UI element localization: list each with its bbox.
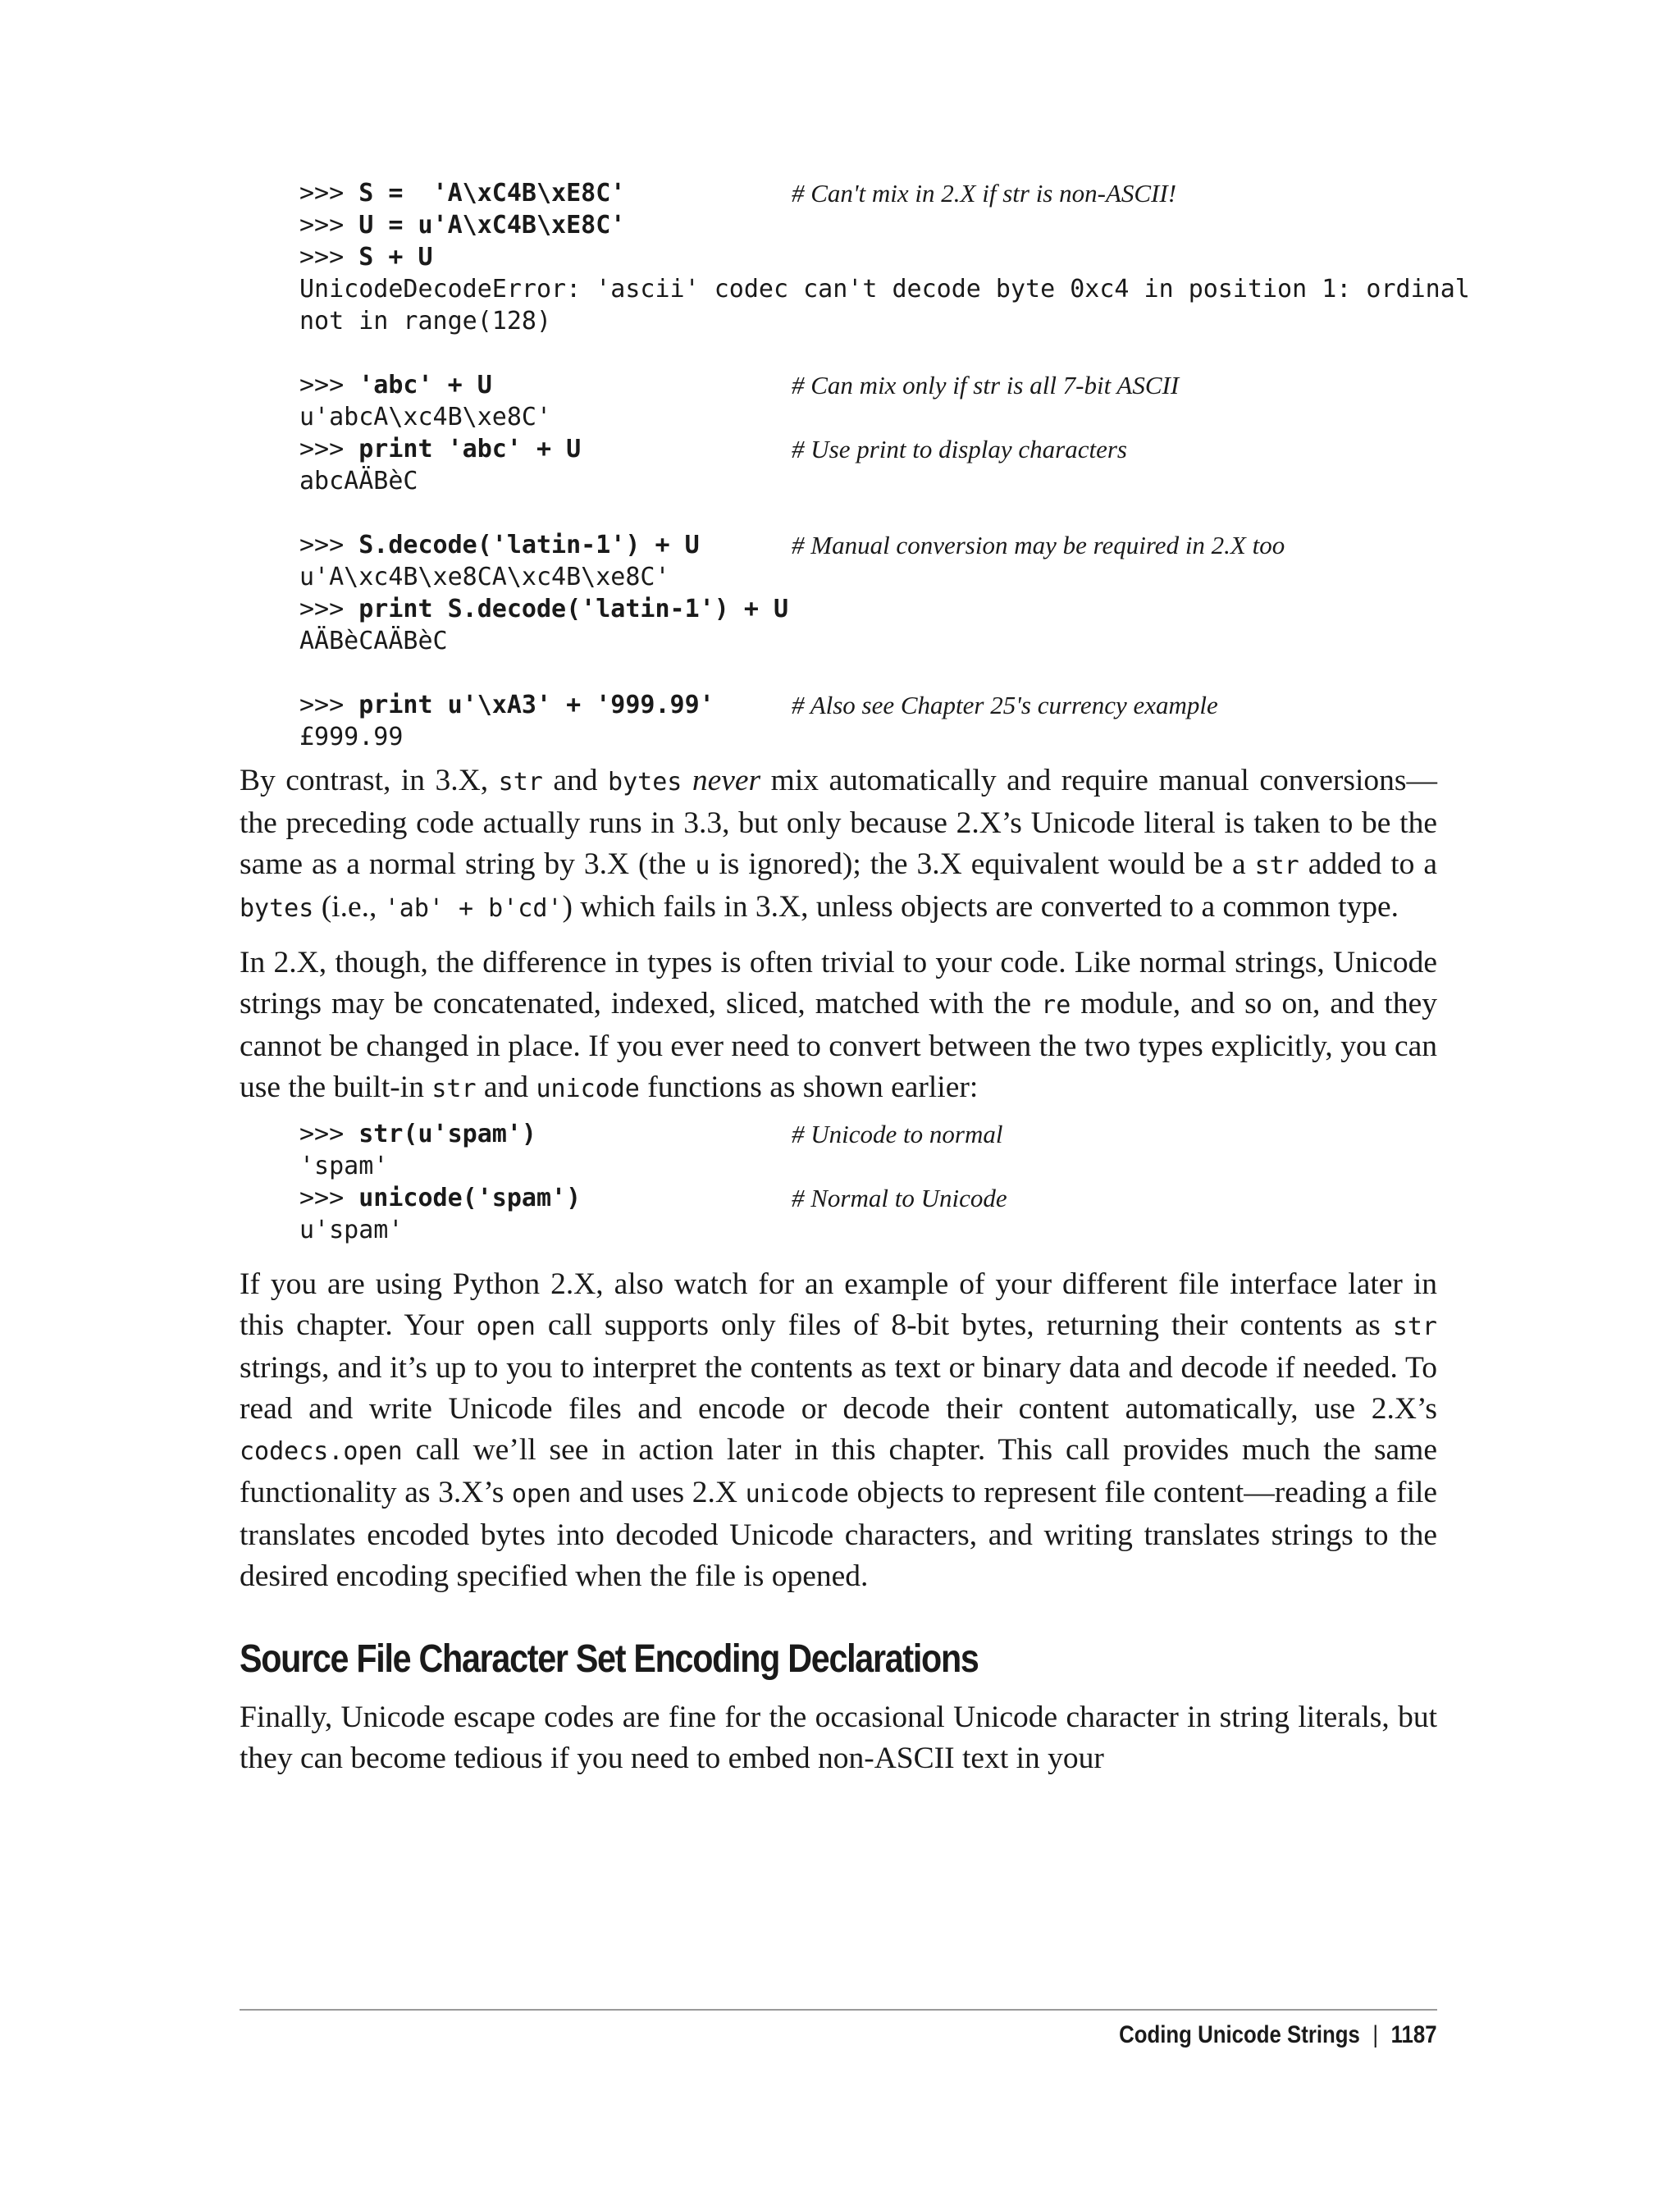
code-line [299, 625, 1437, 657]
code-command: unicode('spam') [358, 1184, 582, 1212]
code-prompt: >>> [299, 595, 359, 623]
text-run: call supports only files of 8-bit bytes, returning their contents as [535, 1308, 1393, 1342]
inline-code: bytes [240, 894, 314, 923]
code-line [299, 721, 1437, 753]
emphasis: never [692, 764, 761, 797]
code-command: print u'\xA3' + '999.99' [358, 691, 714, 719]
code-command: S = 'A\xC4B\xE8C' [358, 179, 626, 208]
text-run: By contrast, in 3.X, [240, 764, 499, 797]
code-output: not in range(128) [299, 307, 552, 336]
inline-code: u [695, 851, 710, 880]
code-output: u'abcA\xc4B\xe8C' [299, 403, 552, 431]
paragraph [240, 760, 1437, 929]
paragraph [240, 1264, 1437, 1597]
code-prompt: >>> [299, 211, 359, 240]
code-output: 'spam' [299, 1152, 389, 1180]
code-line [299, 593, 1437, 625]
section-heading: Source File Character Set Encoding Declarations [240, 1637, 979, 1681]
code-comment: # Unicode to normal [792, 1120, 1003, 1148]
code-command: S.decode('latin-1') + U [358, 531, 700, 559]
page-body [240, 0, 1470, 1779]
code-block [299, 1118, 1437, 1246]
text-run: ) which fails in 3.X, unless objects are converted to a common type. [562, 890, 1399, 924]
code-blank-line [299, 337, 1437, 369]
page-number: 1187 [1391, 2021, 1437, 2048]
text-run: and [542, 764, 609, 797]
code-command: str(u'spam') [358, 1120, 536, 1148]
code-line [299, 1118, 1437, 1150]
inline-code: str [431, 1075, 477, 1103]
text-run: and uses 2.X [571, 1476, 746, 1509]
code-output: u'A\xc4B\xe8CA\xc4B\xe8C' [299, 563, 670, 591]
text-run: and [476, 1071, 536, 1104]
inline-code: bytes [608, 768, 682, 797]
code-line [299, 273, 1470, 305]
code-comment: # Also see Chapter 25's currency example [792, 691, 1218, 719]
inline-code: open [511, 1480, 572, 1509]
text-run: objects to represent file content—reading a file translates encoded bytes into decoded Unicode characters, and writing translates strings to the desired encoding specified when the file is opened. [240, 1476, 1438, 1593]
code-output: u'spam' [299, 1216, 404, 1244]
text-run: mix automatically and require manual conversions—the preceding code actually runs in 3.3, but only because 2.X’s Unicode literal is taken to be the same as a normal string by 3.X (the [240, 764, 1437, 881]
code-line [299, 465, 1437, 497]
text-run: In 2.X, though, the difference in types is often trivial to your code. Like normal strings, Unicode strings may be concatenated, indexed, sliced, matched with the [240, 946, 1437, 1020]
code-line [299, 305, 1437, 337]
code-comment: # Use print to display characters [792, 435, 1127, 463]
code-blank-line [299, 657, 1437, 689]
inline-code: open [476, 1312, 536, 1341]
code-line [299, 177, 1437, 209]
code-command: U = u'A\xC4B\xE8C' [358, 211, 626, 240]
code-prompt: >>> [299, 179, 359, 208]
inline-code: codecs.open [240, 1437, 403, 1466]
code-output: UnicodeDecodeError: 'ascii' codec can't decode byte 0xc4 in position 1: ordinal [299, 275, 1470, 304]
inline-code: str [1254, 851, 1299, 880]
running-head: Coding Unicode Strings [1119, 2021, 1361, 2048]
code-blank-line [299, 497, 1437, 529]
code-command: 'abc' + U [358, 371, 492, 399]
footer-separator: | [1372, 2021, 1379, 2048]
code-prompt: >>> [299, 243, 359, 272]
code-comment: # Can't mix in 2.X if str is non-ASCII! [792, 179, 1177, 208]
code-comment: # Manual conversion may be required in 2.X too [792, 531, 1285, 559]
code-prompt: >>> [299, 531, 359, 559]
code-line [299, 401, 1437, 433]
inline-code: unicode [536, 1075, 640, 1103]
paragraph: Finally, Unicode escape codes are fine for the occasional Unicode character in string literals, but they can become tedious if you need to embed non-ASCII text in your [240, 1701, 1437, 1775]
text-run [682, 764, 692, 797]
code-comment: # Can mix only if str is all 7-bit ASCII [792, 371, 1180, 399]
code-line [299, 369, 1437, 401]
paragraph [240, 943, 1437, 1110]
code-line [299, 529, 1437, 561]
code-command: print 'abc' + U [358, 435, 582, 463]
code-line [299, 689, 1437, 721]
code-line [299, 1214, 1437, 1246]
code-prompt: >>> [299, 1184, 359, 1212]
text-run: module, and so on, and they cannot be changed in place. If you ever need to convert between the two types explicitly, you can use the built-in [240, 987, 1437, 1104]
code-block [299, 177, 1470, 753]
code-line [299, 1150, 1437, 1182]
code-line [299, 1182, 1437, 1214]
code-output: abcAÄBèC [299, 467, 418, 495]
code-prompt: >>> [299, 1120, 359, 1148]
code-comment: # Normal to Unicode [792, 1184, 1007, 1212]
inline-code: str [1392, 1312, 1437, 1341]
text-run: is ignored); the 3.X equivalent would be a [710, 847, 1255, 881]
code-command: S + U [358, 243, 433, 272]
inline-code: unicode [745, 1480, 849, 1509]
code-output: AÄBèCAÄBèC [299, 627, 448, 655]
text-run: functions as shown earlier: [639, 1071, 979, 1104]
code-prompt: >>> [299, 691, 359, 719]
text-run: strings, and it’s up to you to interpret the contents as text or binary data and decode if needed. To read and write Unicode files and encode or decode their content automatically, use 2.X’s [240, 1351, 1437, 1426]
page-footer [1120, 2021, 1437, 2049]
code-line [299, 561, 1437, 593]
text-run: If you are using Python 2.X, also watch for an example of your different file interface later in this chapter. Your [240, 1267, 1437, 1342]
code-prompt: >>> [299, 371, 359, 399]
text-run: added to a [1299, 847, 1438, 881]
code-line [299, 209, 1437, 241]
code-line [299, 433, 1437, 465]
code-line [299, 241, 1437, 273]
code-prompt: >>> [299, 435, 359, 463]
text-run: (i.e., [313, 890, 385, 924]
code-output: £999.99 [299, 723, 404, 751]
inline-code: str [498, 768, 543, 797]
inline-code: re [1041, 991, 1071, 1020]
text-run: call we’ll see in action later in this chapter. This call provides much the same functionality as 3.X’s [240, 1433, 1437, 1509]
footer-divider [240, 2009, 1437, 2011]
code-command: print S.decode('latin-1') + U [358, 595, 789, 623]
inline-code: 'ab' + b'cd' [384, 894, 563, 923]
